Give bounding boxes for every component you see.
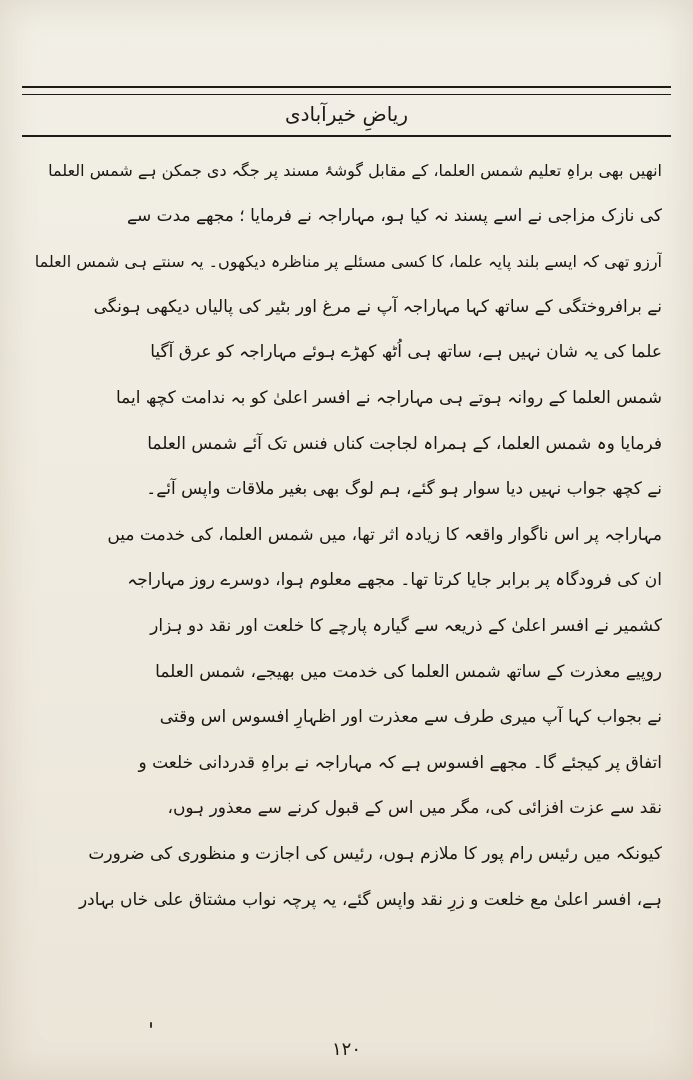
text-line: ہے، افسر اعلیٰ مع خلعت و زرِ نقد واپس گئے، یہ پرچہ نواب مشتاق علی خاں بہادر bbox=[78, 889, 662, 910]
text-line: نے کچھ جواب نہیں دیا سوار ہو گئے، ہم لوگ بھی بغیر ملاقات واپس آئے۔ bbox=[146, 479, 662, 500]
running-title: ریاضِ خیرآبادی bbox=[284, 102, 409, 126]
text-line: کیونکہ میں رئیس رام پور کا ملازم ہوں، رئیس کی اجازت و منظوری کی ضرورت bbox=[88, 843, 662, 864]
text-line: نے برافروختگی کے ساتھ کہا مہاراجہ آپ نے مرغ اور بٹیر کی پالیاں دیکھی ہونگی bbox=[93, 296, 662, 317]
text-line: نے بجواب کہا آپ میری طرف سے معذرت اور اظہارِ افسوس اس وقتی bbox=[159, 707, 662, 728]
header-rule-bottom bbox=[22, 135, 671, 137]
text-line: فرمایا وہ شمس العلما، کے ہمراہ لجاجت کناں فنس تک آئے شمس العلما bbox=[147, 433, 662, 454]
ink-speck bbox=[150, 1022, 152, 1028]
text-line: مہاراجہ پر اس ناگوار واقعہ کا زیادہ اثر تھا، میں شمس العلما، کی خدمت میں bbox=[107, 524, 662, 545]
header-rule-top bbox=[22, 86, 671, 88]
text-line: اتفاق پر کیجئے گا۔ مجھے افسوس ہے کہ مہاراجہ نے براہِ قدردانی خلعت و bbox=[138, 752, 662, 773]
text-line: آرزو تھی کہ ایسے بلند پایہ علما، کا کسی مسئلے پر مناظرہ دیکھوں۔ یہ سنتے ہی شمس العلما bbox=[34, 252, 662, 272]
text-line: شمس العلما کے روانہ ہوتے ہی مہاراجہ نے افسر اعلیٰ کو بہ ندامت کچھ ایما bbox=[115, 387, 662, 408]
text-line: علما کی یہ شان نہیں ہے، ساتھ ہی اُٹھ کھڑے ہوئے مہاراجہ کو عرق آگیا bbox=[150, 342, 662, 363]
page-number: ۱۲۰ bbox=[331, 1039, 361, 1060]
text-line: انھیں بھی براہِ تعلیم شمس العلما، کے مقابل گوشۂ مسند پر جگہ دی جمکن ہے شمس العلما bbox=[48, 161, 662, 180]
text-line: کشمیر نے افسر اعلیٰ کے ذریعہ سے گیارہ پارچے کا خلعت اور نقد دو ہزار bbox=[150, 615, 662, 636]
text-line: نقد سے عزت افزائی کی، مگر میں اس کے قبول کرنے سے معذور ہوں، bbox=[167, 798, 662, 819]
body-text bbox=[32, 148, 662, 923]
text-line: ان کی فرودگاہ پر برابر جایا کرتا تھا۔ مجھے معلوم ہوا، دوسرے روز مہاراجہ bbox=[127, 570, 662, 591]
text-line: روپیے معذرت کے ساتھ شمس العلما کی خدمت میں بھیجے، شمس العلما bbox=[155, 661, 662, 682]
text-line: کی نازک مزاجی نے اسے پسند نہ کیا ہو، مہاراجہ نے فرمایا ؛ مجھے مدت سے bbox=[126, 205, 662, 226]
header-rule-thin bbox=[22, 94, 671, 95]
